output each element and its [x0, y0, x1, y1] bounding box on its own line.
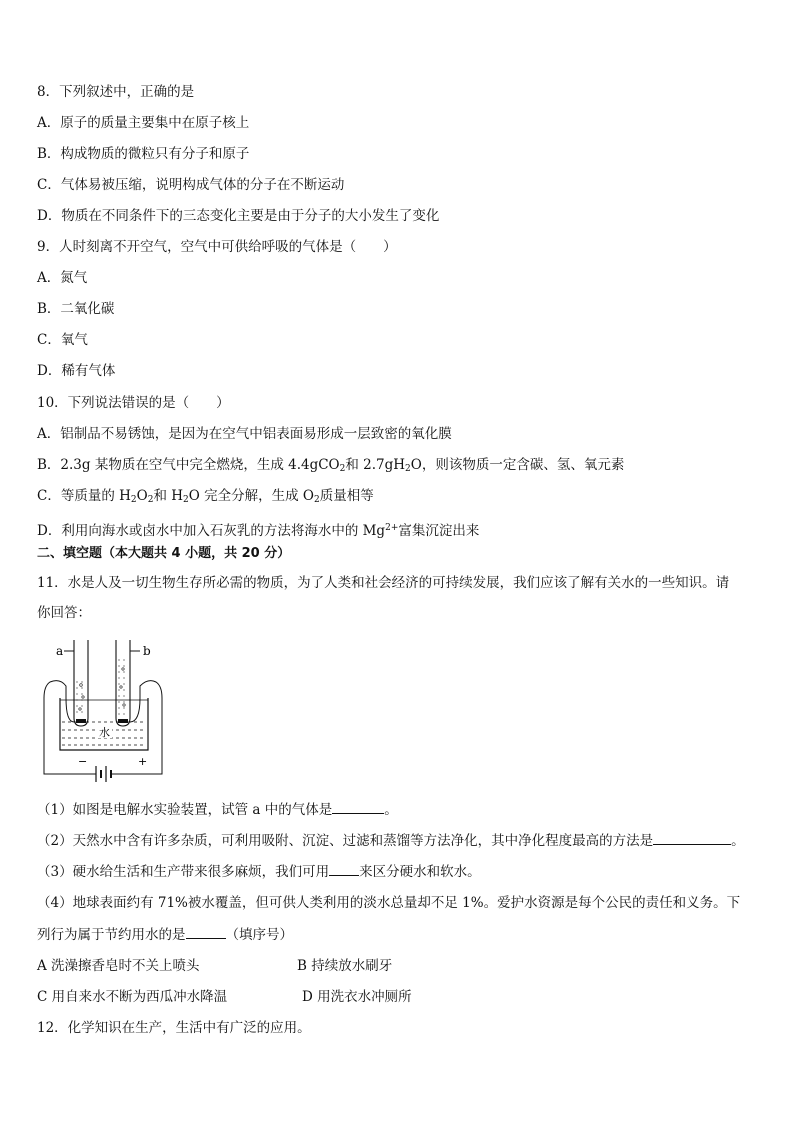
q12-stem: 12．化学知识在生产，生活中有广泛的应用。	[37, 1020, 311, 1036]
q10-b-text-1: B．2.3g 某物质在空气中完全燃烧，生成 4.4gCO	[37, 457, 340, 473]
q11-stem-line-1: 11．水是人及一切生物生存所必需的物质，为了人类和社会经济的可持续发展，我们应该了解有关水的一些知识。请	[37, 575, 730, 591]
test-tube-b	[116, 640, 130, 726]
diagram-label-water: 水	[99, 726, 110, 739]
beaker	[60, 698, 148, 750]
q8-option-d: D．物质在不同条件下的三态变化主要是由于分子的大小发生了变化	[37, 208, 440, 224]
q8-option-c: C．气体易被压缩，说明构成气体的分子在不断运动	[37, 177, 345, 193]
q11-part-1	[37, 801, 398, 819]
q11-p1-end: 。	[384, 802, 398, 818]
q11-p1-blank[interactable]	[332, 801, 384, 814]
q8-option-a: A．原子的质量主要集中在原子核上	[37, 115, 250, 131]
q11-option-a: A 洗澡擦香皂时不关上喷头	[37, 958, 200, 974]
q11-p3-end: 来区分硬水和软水。	[359, 864, 481, 880]
q11-p2-blank[interactable]	[653, 832, 731, 845]
q10-c-sub-3: 2	[183, 495, 189, 505]
electrode-a	[76, 719, 86, 723]
diagram-label-a: a	[56, 644, 64, 658]
bubbles-b	[120, 668, 125, 706]
q9-option-d: D．稀有气体	[37, 363, 116, 379]
q11-option-b: B 持续放水刷牙	[297, 958, 393, 974]
q11-part-4-line-1: （4）地球表面约有 71%被水覆盖，但可供人类利用的淡水总量却不足 1%。爱护水资源是每个公民的责任和义务。下	[37, 895, 741, 911]
q10-c-text-2: O	[136, 488, 148, 504]
q9-option-a: A．氮气	[37, 270, 88, 286]
q10-b-sub-2: 2	[405, 464, 411, 474]
q11-part-2	[37, 832, 745, 850]
q10-b-sub-1: 2	[339, 464, 346, 474]
q8-stem: 8．下列叙述中，正确的是	[37, 84, 195, 100]
q11-part-3	[37, 863, 481, 881]
q10-d-sup: 2+	[385, 523, 399, 533]
diagram-label-minus: −	[78, 755, 88, 768]
q11-p4-blank[interactable]	[186, 926, 226, 939]
q10-c-sub-4: 2	[313, 495, 320, 505]
q10-option-b	[37, 456, 624, 478]
diagram-label-b: b	[143, 644, 151, 658]
q10-c-sub-2: 2	[147, 495, 154, 505]
q8-option-b: B．构成物质的微粒只有分子和原子	[37, 146, 250, 162]
diagram-label-plus: +	[138, 755, 148, 768]
q9-option-b: B．二氧化碳	[37, 301, 115, 317]
test-tube-a	[74, 640, 88, 726]
wire-positive	[112, 681, 162, 774]
q11-stem-line-2: 你回答：	[37, 605, 91, 621]
q10-stem: 10．下列说法错误的是（ ）	[37, 395, 230, 411]
q11-option-d: D 用洗衣水冲厕所	[302, 989, 412, 1005]
q10-c-sub-1: 2	[130, 495, 137, 505]
q10-c-text-4: O 完全分解，生成 O	[188, 488, 314, 504]
q11-p2-end: 。	[731, 833, 745, 849]
q9-option-c: C．氧气	[37, 332, 88, 348]
q9-stem: 9．人时刻离不开空气，空气中可供给呼吸的气体是（ ）	[37, 239, 397, 255]
q10-option-a: A．铝制品不易锈蚀，是因为在空气中铝表面易形成一层致密的氧化膜	[37, 426, 452, 442]
q11-p4-text: 列行为属于节约用水的是	[37, 927, 186, 943]
q11-p3-blank[interactable]	[329, 863, 359, 876]
q10-c-text-3: 和 H	[153, 488, 184, 504]
q11-option-c: C 用自来水不断为西瓜冲水降温	[37, 989, 228, 1005]
q11-p1-text: （1）如图是电解水实验装置，试管 a 中的气体是	[37, 802, 333, 818]
q11-p3-text: （3）硬水给生活和生产带来很多麻烦，我们可用	[37, 864, 330, 880]
q11-p2-text: （2）天然水中含有许多杂质，可利用吸附、沉淀、过滤和蒸馏等方法净化，其中净化程度最高的方法是	[37, 833, 654, 849]
q10-c-text-1: C．等质量的 H	[37, 488, 131, 504]
q11-part-4-line-2	[37, 926, 293, 944]
q10-b-text-2: 和 2.7gH	[345, 457, 406, 473]
q10-d-text-1: D．利用向海水或卤水中加入石灰乳的方法将海水中的 Mg	[37, 523, 386, 539]
q10-c-text-5: 质量相等	[319, 488, 374, 504]
electrode-b	[118, 719, 128, 723]
q10-b-text-3: O，则该物质一定含碳、氢、氧元素	[410, 457, 625, 473]
electrolysis-apparatus-diagram	[40, 638, 170, 788]
q10-option-c	[37, 487, 374, 509]
q10-d-text-2: 富集沉淀出来	[398, 523, 480, 539]
q10-option-d	[37, 519, 479, 540]
section-title-fill-in: 二、填空题（本大题共 4 小题，共 20 分）	[37, 546, 291, 561]
q11-p4-end: （填序号）	[225, 927, 293, 943]
